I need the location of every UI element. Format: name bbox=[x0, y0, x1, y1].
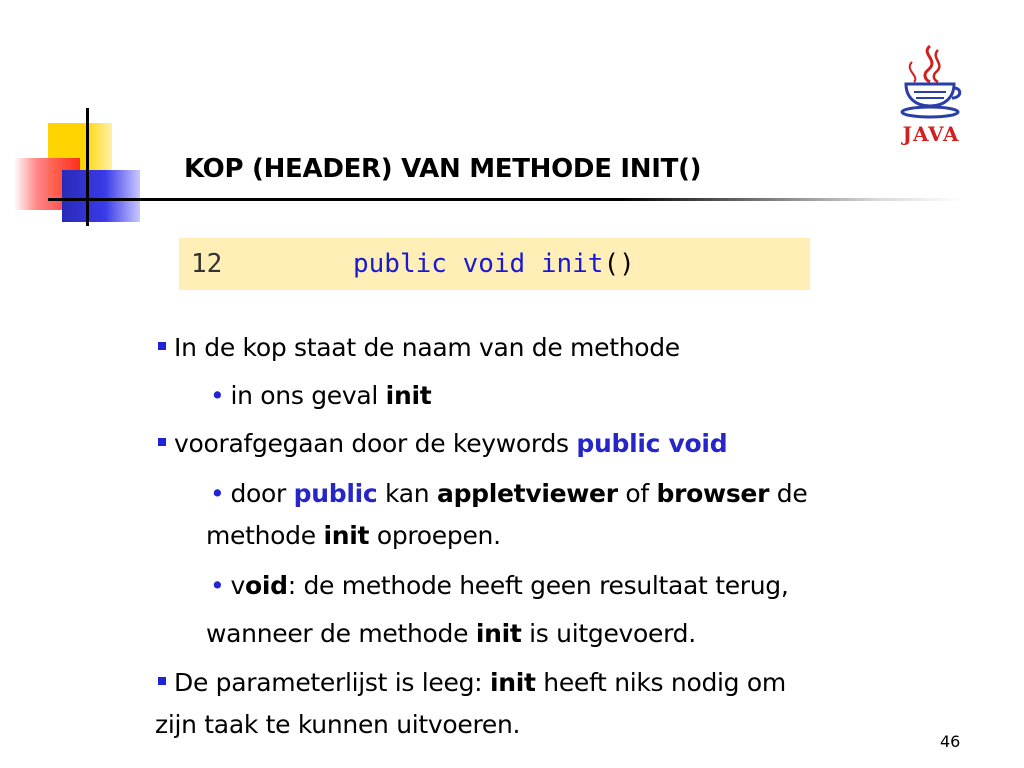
dot-bullet-icon: • bbox=[210, 571, 225, 600]
bullet-1-1-text: in ons geval bbox=[230, 381, 386, 410]
bullet-3-pre: De parameterlijst is leeg: bbox=[174, 668, 490, 697]
bullet-2-text: voorafgegaan door de keywords bbox=[174, 429, 577, 458]
bullet-2-1 bbox=[210, 479, 807, 509]
bullet-2-1-keyword: public bbox=[293, 479, 378, 508]
square-bullet-icon bbox=[158, 342, 166, 350]
page-number: 46 bbox=[940, 732, 961, 751]
bullet-2-1-line2-post: oproepen. bbox=[369, 521, 501, 550]
code-parens: () bbox=[603, 249, 635, 279]
bullet-1-1 bbox=[210, 381, 431, 411]
java-logo-text: JAVA bbox=[902, 122, 960, 146]
bullet-2-2-oid: oid bbox=[244, 571, 288, 600]
bullet-2-2-v: v bbox=[230, 571, 245, 600]
decor-blue-block bbox=[62, 170, 140, 222]
square-bullet-icon bbox=[158, 438, 166, 446]
bullet-2-1-line2-pre: methode bbox=[206, 521, 324, 550]
bullet-3-post: heeft niks nodig om bbox=[535, 668, 786, 697]
bullet-2-1-line2-bold: init bbox=[323, 521, 370, 550]
java-coffee-cup-icon bbox=[896, 40, 966, 124]
bullet-1-text: In de kop staat de naam van de methode bbox=[174, 333, 680, 362]
bullet-2-2-line2-bold: init bbox=[475, 619, 522, 648]
bullet-2-1-t1: door bbox=[230, 479, 294, 508]
bullet-1-1-bold: init bbox=[385, 381, 432, 410]
code-statement bbox=[353, 238, 635, 290]
bullet-2-1-t4: de bbox=[769, 479, 808, 508]
title-underline bbox=[106, 198, 964, 201]
slide-title: KOP (HEADER) VAN METHODE INIT() bbox=[184, 154, 702, 184]
code-line-number: 12 bbox=[191, 249, 223, 279]
bullet-2-1-bold-1: appletviewer bbox=[437, 479, 618, 508]
bullet-2-2-line2-pre: wanneer de methode bbox=[206, 619, 476, 648]
bullet-2-1-line-2 bbox=[206, 521, 501, 551]
bullet-2-1-t2: kan bbox=[377, 479, 437, 508]
code-keywords: public void init bbox=[353, 249, 604, 279]
bullet-3-line-2 bbox=[155, 710, 520, 740]
bullet-2-2-line2-post: is uitgevoerd. bbox=[521, 619, 696, 648]
decor-vertical-line bbox=[86, 108, 89, 226]
bullet-3 bbox=[158, 668, 786, 698]
dot-bullet-icon: • bbox=[210, 381, 225, 410]
bullet-2-1-bold-2: browser bbox=[656, 479, 770, 508]
bullet-2-1-t3: of bbox=[617, 479, 657, 508]
java-logo bbox=[896, 40, 966, 156]
bullet-2-2-rest: : de methode heeft geen resultaat terug, bbox=[287, 571, 789, 600]
bullet-1 bbox=[158, 333, 680, 363]
bullet-2-2 bbox=[210, 571, 789, 601]
bullet-2-keywords: public void bbox=[576, 429, 728, 458]
bullet-2-2-line-2 bbox=[206, 619, 696, 649]
bullet-3-bold: init bbox=[489, 668, 536, 697]
bullet-3-line2: zijn taak te kunnen uitvoeren. bbox=[155, 710, 521, 739]
square-bullet-icon bbox=[158, 677, 166, 685]
code-snippet bbox=[179, 238, 810, 290]
bullet-2 bbox=[158, 429, 727, 459]
dot-bullet-icon: • bbox=[210, 479, 225, 508]
